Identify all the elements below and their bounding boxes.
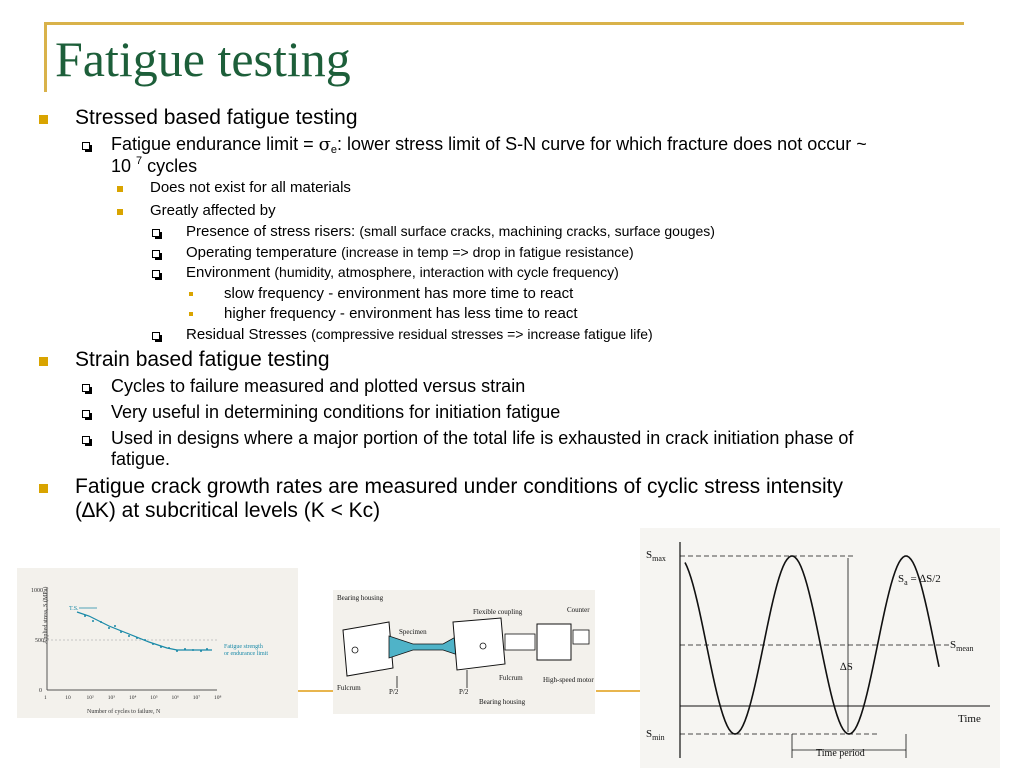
sn-x-tick-label: 10 (65, 695, 71, 701)
frame-left-line (44, 22, 47, 92)
bullet-tiny-square-icon (189, 312, 193, 316)
bullet-crack-growth-cont: (∆K) at subcritical levels (K < Kc) (75, 499, 381, 522)
sn-x-tick-label: 10⁸ (214, 695, 222, 701)
sn-ylabel: Applied stress, S (MPa) (43, 586, 49, 644)
sn-curve-svg (17, 568, 298, 718)
label-bearing-housing-bottom: Bearing housing (479, 698, 526, 706)
bullet-environment: Environment (humidity, atmosphere, interaction with cycle frequency) (186, 264, 619, 281)
sn-x-tick-label: 10⁶ (171, 695, 179, 701)
smax-label: $S_{max}$ (646, 549, 666, 563)
sn-tick-y-500: 500 (35, 638, 44, 644)
separator-line (298, 690, 334, 692)
bullet-stress-based: Stressed based fatigue testing (75, 106, 358, 129)
sa-label: $S_a = \Delta S/2$ (898, 573, 941, 587)
smin-label: $S_{min}$ (646, 728, 665, 742)
bullet-residual-stresses: Residual Stresses (compressive residual stresses => increase fatigue life) (186, 326, 653, 343)
fatigue-machine-svg (333, 590, 595, 714)
sn-x-tick-label: 1 (44, 695, 47, 701)
coupling-shape (505, 634, 535, 650)
specimen-shape (389, 634, 461, 658)
frame-top-line (44, 22, 964, 25)
label-motor: High-speed motor (543, 676, 594, 684)
bullet-hollow-square-icon (152, 332, 160, 340)
bullet-small-square-icon (117, 186, 123, 192)
label-fulcrum-right: Fulcrum (499, 674, 523, 682)
bullet-slow-frequency: slow frequency - environment has more time to react (224, 285, 574, 302)
bearing-housing-left-shape (343, 622, 393, 676)
bullet-hollow-square-icon (152, 250, 160, 258)
bullet-higher-frequency: higher frequency - environment has less time to react (224, 305, 578, 322)
bullet-hollow-square-icon (82, 384, 90, 392)
fatigue-machine-figure (333, 590, 595, 714)
bullet-strain-based: Strain based fatigue testing (75, 348, 330, 371)
sn-x-tick-label: 10⁷ (192, 695, 201, 701)
bearing-housing-right-shape (453, 618, 505, 670)
bullet-hollow-square-icon (152, 229, 160, 237)
bullet-endurance-limit-cont: 10 $^7$ cycles (111, 155, 198, 176)
label-p2-right: P/2 (459, 688, 469, 696)
sn-x-tick-label: 10⁵ (150, 695, 158, 701)
sn-xlabel: Number of cycles to failure, N (87, 709, 161, 715)
label-bearing-housing-top: Bearing housing (337, 594, 384, 602)
bullet-greatly-affected: Greatly affected by (150, 202, 276, 219)
label-counter: Counter (567, 606, 590, 614)
sn-curve-line (77, 612, 212, 650)
bullet-hollow-square-icon (82, 410, 90, 418)
bullet-small-square-icon (117, 209, 123, 215)
bullet-square-icon (39, 357, 48, 366)
smean-label: $S_{mean}$ (950, 639, 974, 653)
bullet-used-in-designs-cont: fatigue. (111, 449, 171, 469)
label-specimen: Specimen (399, 628, 427, 636)
slide-title: Fatigue testing (55, 31, 351, 87)
time-label: Time (958, 713, 981, 725)
bullet-square-icon (39, 484, 48, 493)
sn-endurance-label-1: Fatigue strength (224, 644, 263, 650)
bullet-hollow-square-icon (82, 142, 90, 150)
bullet-cycles-to-failure: Cycles to failure measured and plotted versus strain (111, 376, 526, 396)
bullet-very-useful: Very useful in determining conditions for initiation fatigue (111, 402, 561, 422)
stress-wave-figure (640, 528, 1000, 768)
bullet-square-icon (39, 115, 48, 124)
bullet-endurance-limit: Fatigue endurance limit = $\sigma_e$: lower stress limit of S-N curve for which fracture does not occur ~ (111, 134, 867, 156)
time-period-label: Time period (816, 748, 865, 759)
sn-curve-figure (17, 568, 298, 718)
bullet-not-exist: Does not exist for all materials (150, 179, 351, 196)
sn-x-ticks (44, 695, 222, 701)
bullet-hollow-square-icon (82, 436, 90, 444)
label-fulcrum-left: Fulcrum (337, 684, 361, 692)
sn-endurance-label-2: or endurance limit (224, 651, 268, 657)
sn-ts-label: T.S. (69, 606, 79, 612)
sn-data-points (84, 615, 208, 652)
label-p2-left: P/2 (389, 688, 399, 696)
delta-s-label: ∆S (840, 661, 853, 673)
sn-tick-y-1000: 1000 (31, 588, 43, 594)
stress-wave-svg (640, 528, 1000, 768)
label-flexible-coupling: Flexible coupling (473, 608, 523, 616)
sn-x-tick-label: 10² (86, 695, 94, 701)
bullet-stress-risers: Presence of stress risers: (small surface cracks, machining cracks, surface gouges) (186, 223, 715, 240)
bullet-hollow-square-icon (152, 270, 160, 278)
counter-shape (573, 630, 589, 644)
bullet-operating-temperature: Operating temperature (increase in temp => drop in fatigue resistance) (186, 244, 634, 261)
motor-shape (537, 624, 571, 660)
bullet-used-in-designs: Used in designs where a major portion of the total life is exhausted in crack initiation phase of (111, 428, 854, 448)
bullet-tiny-square-icon (189, 292, 193, 296)
sn-tick-y-0: 0 (39, 688, 42, 694)
sn-x-tick-label: 10⁴ (129, 695, 137, 701)
bullet-crack-growth: Fatigue crack growth rates are measured under conditions of cyclic stress intensity (75, 475, 844, 498)
sn-x-tick-label: 10³ (107, 695, 115, 701)
separator-line (596, 690, 640, 692)
